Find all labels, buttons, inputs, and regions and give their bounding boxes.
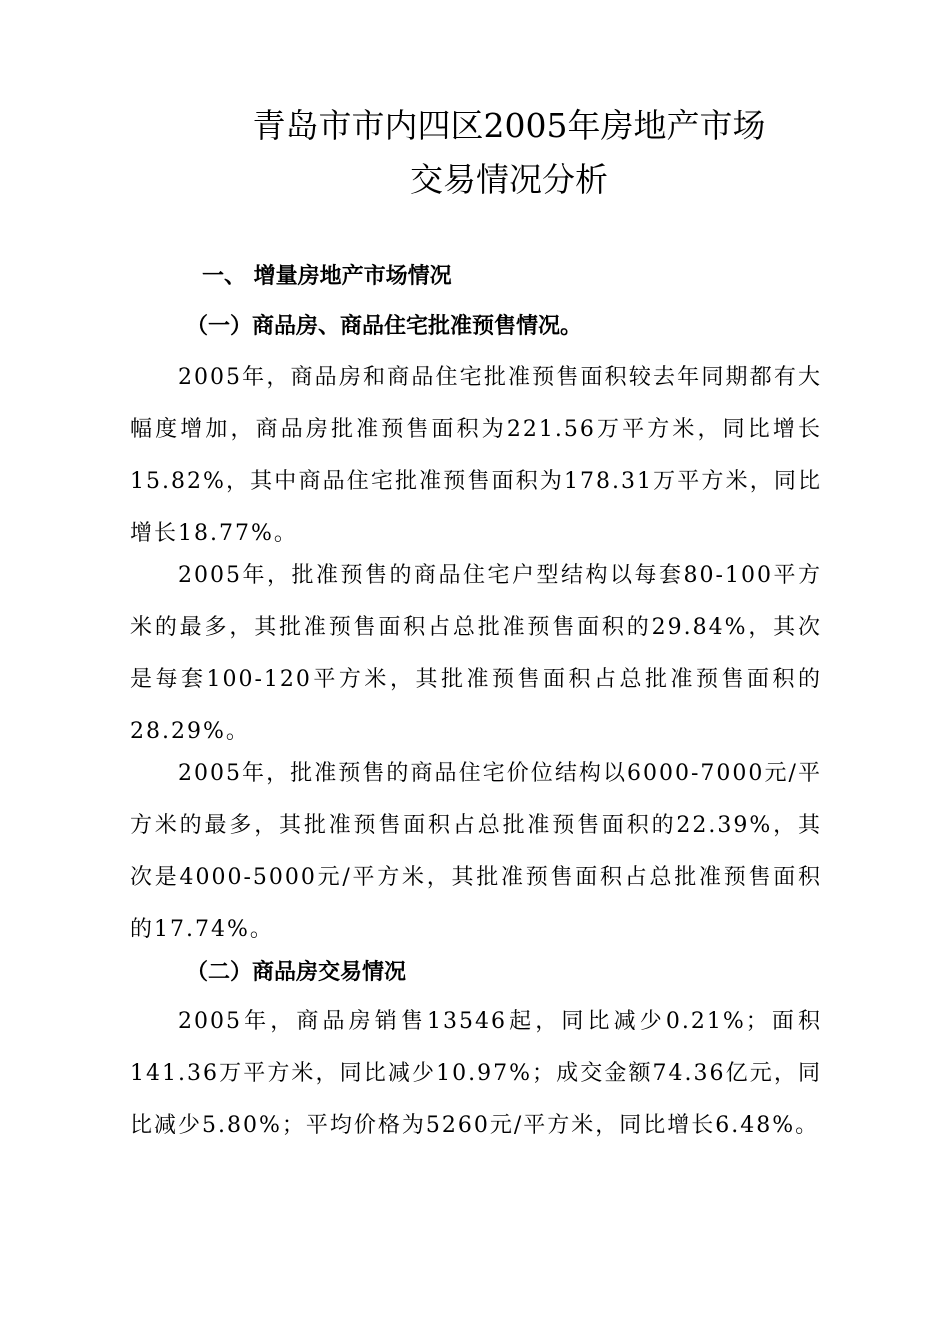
paragraph-presale-area: 2005年，商品房和商品住宅批准预售面积较去年同期都有大幅度增加，商品房批准预售面积为221.56万平方米，同比增长15.82%，其中商品住宅批准预售面积为178.31万平方米，同比增长18.77%。 (130, 365, 822, 546)
paragraph-price-structure: 2005年，批准预售的商品住宅价位结构以6000-7000元/平方米的最多，其批准预售面积占总批准预售面积的22.39%，其次是4000-5000元/平方米，其批准预售面积占总批准预售面积的17.74%。 (130, 761, 822, 942)
subsection-heading-presale: （一）商品房、商品住宅批准预售情况。 (186, 314, 583, 339)
section-heading-incremental-market: 一、 增量房地产市场情况 (202, 264, 452, 289)
document-title-line1: 青岛市市内四区2005年房地产市场 (252, 106, 766, 145)
document-title-line2: 交易情况分析 (410, 160, 608, 199)
paragraph-unit-structure: 2005年，批准预售的商品住宅户型结构以每套80-100平方米的最多，其批准预售面积占总批准预售面积的29.84%，其次是每套100-120平方米，其批准预售面积占总批准预售面积的28.29%。 (130, 563, 822, 744)
paragraph-transactions: 2005年，商品房销售13546起，同比减少0.21%；面积141.36万平方米，同比减少10.97%；成交金额74.36亿元，同比减少5.80%；平均价格为5260元/平方米，同比增长6.48%。 (130, 1009, 822, 1138)
subsection-heading-transactions: （二）商品房交易情况 (186, 960, 407, 985)
